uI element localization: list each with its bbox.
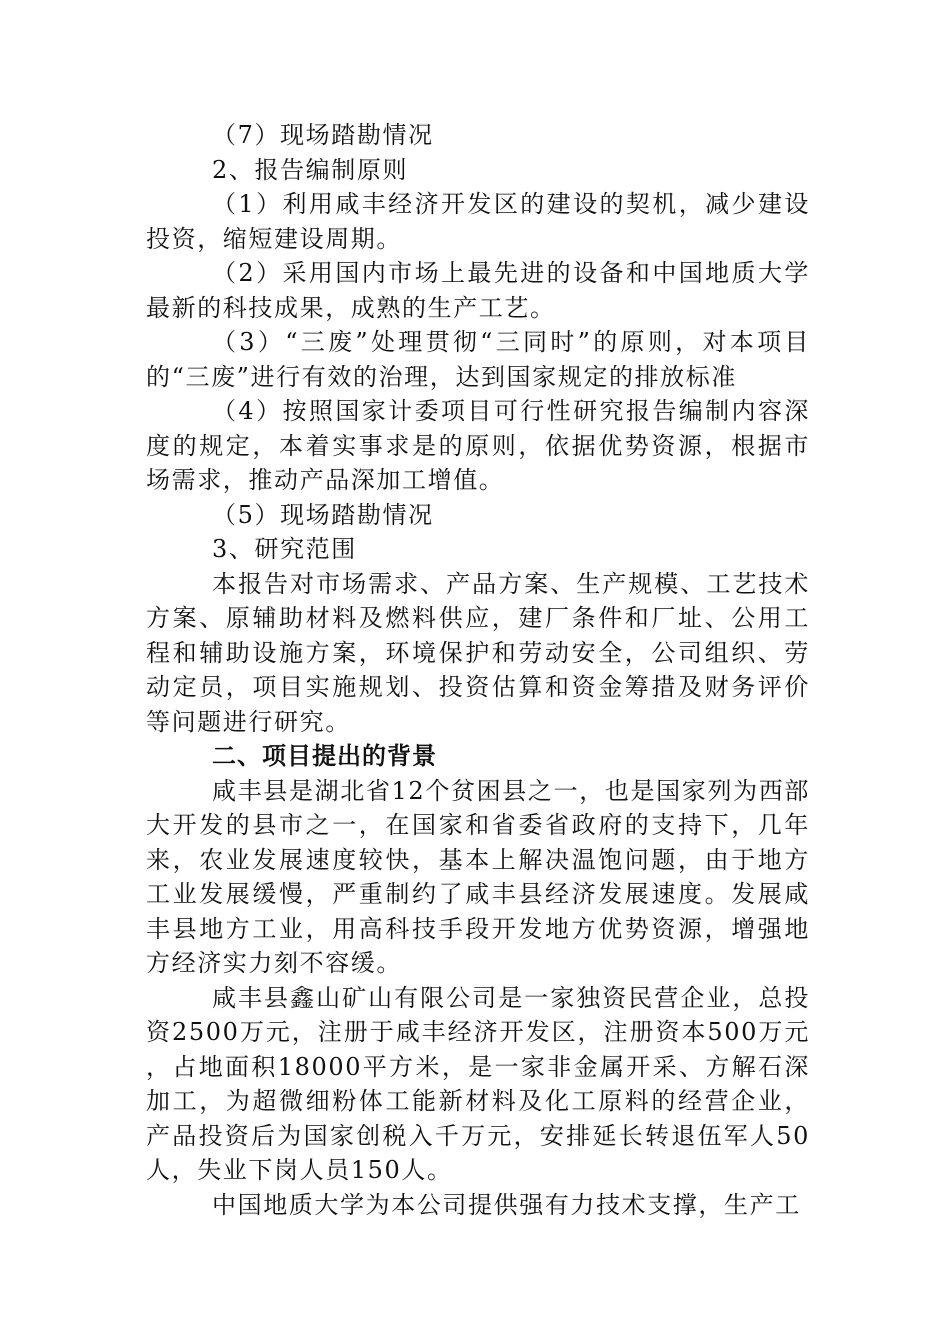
principle-item-3: （3）“三废”处理贯彻“三同时”的原则，对本项目的“三废”进行有效的治理，达到国家规定的排放标准 — [146, 328, 810, 391]
subheading-research-scope: 3、研究范围 — [212, 535, 357, 563]
principle-item-4: （4）按照国家计委项目可行性研究报告编制内容深度的规定，本着实事求是的原则，依据优势资源，根据市场需求，推动产品深加工增值。 — [146, 397, 810, 494]
research-scope-paragraph: 本报告对市场需求、产品方案、生产规模、工艺技术方案、原辅助材料及燃料供应，建厂条件和厂址、公用工程和辅助设施方案，环境保护和劳动安全，公司组织、劳动定员，项目实施规划、投资估算和资金筹措及财务评价等问题进行研究。 — [146, 569, 810, 736]
principle-item-2: （2）采用国内市场上最先进的设备和中国地质大学最新的科技成果，成熟的生产工艺。 — [146, 259, 810, 322]
section-heading-background: 二、项目提出的背景 — [212, 742, 437, 770]
principle-item-5: （5）现场踏勘情况 — [212, 500, 434, 529]
principle-item-1: （1）利用咸丰经济开发区的建设的契机，减少建设投资，缩短建设周期。 — [146, 190, 810, 253]
list-item-site-survey-7: （7）现场踏勘情况 — [212, 121, 434, 149]
document-body — [146, 118, 810, 1222]
background-paragraph-county: 咸丰县是湖北省12个贫困县之一，也是国家列为西部大开发的县市之一，在国家和省委省政府的支持下，几年来，农业发展速度较快，基本上解决温饱问题，由于地方工业发展缓慢，严重制约了咸丰县经济发展速度。发展咸丰县地方工业，用高科技手段开发地方优势资源，增强地方经济实力刻不容缓。 — [146, 776, 810, 977]
background-paragraph-company: 咸丰县鑫山矿山有限公司是一家独资民营企业，总投资2500万元，注册于咸丰经济开发区，注册资本500万元 ，占地面积18000平方米，是一家非金属开采、方解石深加工，为超微细粉体工能新材料及化工原料的经营企业，产品投资后为国家创税入千万元，安排延长转退伍军人50人，失业下岗人员150人。 — [146, 983, 810, 1184]
subheading-report-principles: 2、报告编制原则 — [212, 155, 409, 184]
background-paragraph-university: 中国地质大学为本公司提供强有力技术支撑，生产工 — [212, 1190, 801, 1219]
